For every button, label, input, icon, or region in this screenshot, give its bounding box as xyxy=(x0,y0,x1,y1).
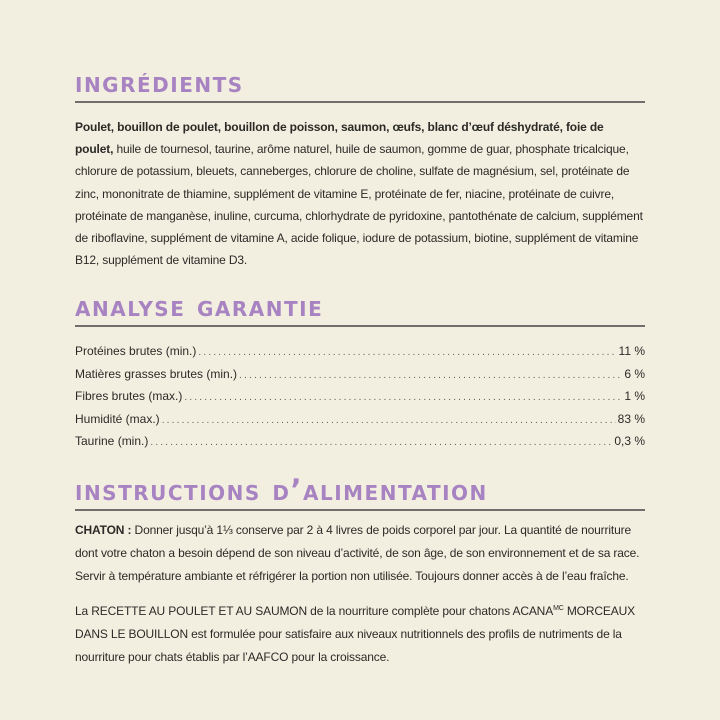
analysis-label: Matières grasses brutes (min.) xyxy=(75,366,238,381)
dot-leader xyxy=(150,432,612,455)
analysis-row xyxy=(75,340,645,363)
analysis-row xyxy=(75,430,645,453)
analysis-label: Fibres brutes (max.) xyxy=(75,389,183,403)
analysis-value: 1 % xyxy=(624,389,645,403)
guaranteed-analysis-table xyxy=(75,340,645,453)
feeding-divider xyxy=(75,509,645,511)
aafco-text-part2: MORCEAUX DANS LE BOUILLON est formulée pour satisfaire aux niveaux nutritionnels des profils de nutriments de la nourriture pour chats établis par l’AAFCO pour la croissance. xyxy=(75,604,635,664)
kitten-label: CHATON : xyxy=(75,523,132,537)
analysis-row xyxy=(75,408,645,431)
analysis-value: 6 % xyxy=(624,366,645,381)
analysis-row xyxy=(75,385,645,408)
ingredients-rest: huile de tournesol, taurine, arôme naturel, huile de saumon, gomme de guar, phosphate tricalcique, chlorure de potassium, bleuets, canneberges, chlorure de choline, sulfate de magnésium, sel, protéinate de zinc, mononitrate de thiamine, supplément de vitamine E, protéinate de fer, niacine, protéinate de cuivre, protéinate de manganèse, inuline, curcuma, chlorhydrate de pyridoxine, pantothénate de calcium, supplément de riboflavine, supplément de vitamine A, acide folique, iodure de potassium, biotine, supplément de vitamine B12, supplément de vitamine D3. xyxy=(75,142,643,268)
kitten-instructions: Donner jusqu’à 1⅓ conserve par 2 à 4 livres de poids corporel par jour. La quantité de nourriture dont votre chaton a besoin dépend de son niveau d’activité, de son âge, de son environnement et de sa race. Servir à température ambiante et réfrigérer la portion non utilisée. Toujours donner accès à de l’eau fraîche. xyxy=(75,523,640,583)
dot-leader xyxy=(184,387,622,410)
analysis-divider xyxy=(75,325,645,327)
analysis-label: Protéines brutes (min.) xyxy=(75,344,197,358)
analysis-row xyxy=(75,363,645,386)
analysis-value: 0,3 % xyxy=(614,434,645,448)
feeding-section-header xyxy=(75,473,645,511)
analysis-value: 83 % xyxy=(617,411,645,426)
ingredients-divider xyxy=(75,101,645,103)
ingredients-section-header xyxy=(75,65,645,103)
aafco-statement xyxy=(75,600,645,669)
trademark-superscript: MC xyxy=(553,605,564,612)
dot-leader xyxy=(239,365,622,388)
analysis-section-header xyxy=(75,289,645,327)
ingredients-list xyxy=(75,116,645,271)
dot-leader xyxy=(198,342,616,365)
aafco-text-part1: La RECETTE AU POULET ET AU SAUMON de la nourriture complète pour chatons ACANA xyxy=(75,604,554,618)
ingredients-title: ingrédients xyxy=(75,65,244,99)
analysis-title: analyse garantie xyxy=(75,289,324,323)
analysis-label: Taurine (min.) xyxy=(75,434,149,448)
analysis-value: 11 % xyxy=(618,344,645,358)
feeding-instructions xyxy=(75,519,645,588)
product-info-page xyxy=(75,0,645,720)
dot-leader xyxy=(162,410,616,433)
analysis-label: Humidité (max.) xyxy=(75,411,160,426)
feeding-title: instructions d’alimentation xyxy=(75,473,488,507)
ingredients-lead: Poulet, bouillon de poulet, bouillon de poisson, saumon, œufs, blanc d’œuf déshydraté, foie de poulet, xyxy=(75,120,604,157)
